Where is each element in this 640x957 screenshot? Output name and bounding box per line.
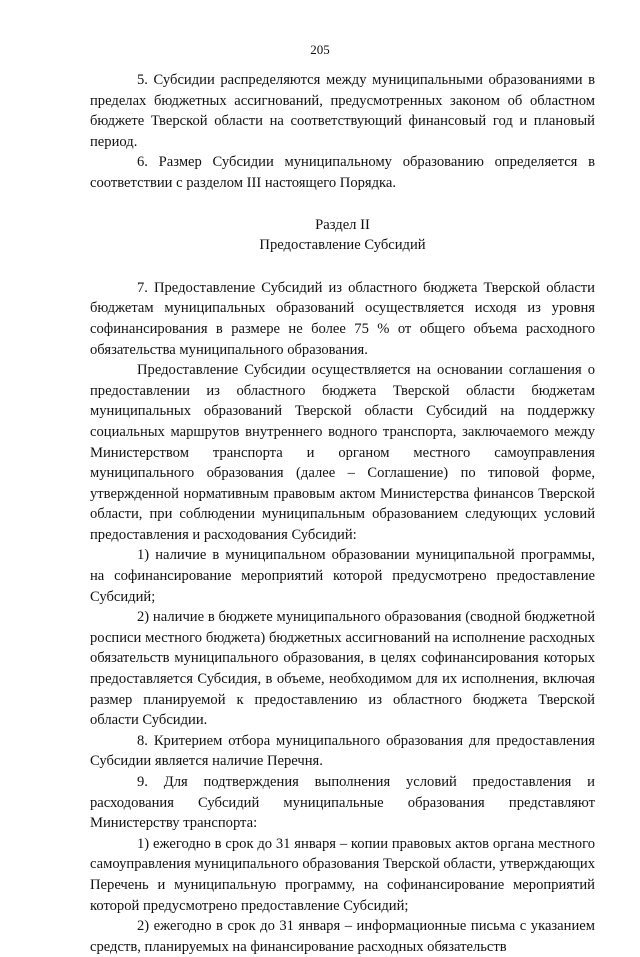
- condition-1: 1) наличие в муниципальном образовании муниципальной программы, на софинансирование мероприятий которой предусмотрено предоставление Субсидий;: [90, 547, 595, 605]
- paragraph-9: 9. Для подтверждения выполнения условий предоставления и расходования Субсидий муниципальные образования представляют Министерству транспорта:: [90, 774, 595, 832]
- submission-item-1: 1) ежегодно в срок до 31 января – копии правовых актов органа местного самоуправления муниципального образования Тверской области, утверждающих Перечень и муниципальную программу, на софинансирование мероприятий которой предусмотрено предоставление Субсидий;: [90, 835, 595, 914]
- section-heading: [90, 215, 595, 256]
- page-number: 205: [310, 42, 330, 57]
- paragraph-5: 5. Субсидии распределяются между муниципальными образованиями в пределах бюджетных ассигнований, предусмотренных законом об областном бюджете Тверской области на соответствующий финансовый год и плановый период.: [90, 72, 595, 150]
- submission-item-2: 2) ежегодно в срок до 31 января – информационные письма с указанием средств, планируемых на финансирование расходных обязательств: [90, 918, 595, 955]
- paragraph-7: 7. Предоставление Субсидий из областного бюджета Тверской области бюджетам муниципальных образований осуществляется исходя из уровня софинансирования в размере не более 75 % от общего объема расходного обязательства муниципального образования.: [90, 279, 595, 358]
- document-body: [90, 70, 595, 957]
- condition-2: 2) наличие в бюджете муниципального образования (сводной бюджетной росписи местного бюджета) бюджетных ассигнований на исполнение расходных обязательств муниципального образования, в целях софинансирования которых предоставляется Субсидия, в объеме, необходимом для их исполнения, включая размер планируемой к предоставлению из областного бюджета Тверской области Субсидии.: [90, 609, 595, 729]
- section-title: Предоставление Субсидий: [259, 237, 426, 254]
- paragraph-6: 6. Размер Субсидии муниципальному образованию определяется в соответствии с разделом III настоящего Порядка.: [90, 154, 595, 191]
- section-number: Раздел II: [315, 216, 370, 233]
- paragraph-agreement: Предоставление Субсидии осуществляется на основании соглашения о предоставлении из областного бюджета Тверской области бюджетам муниципальных образований Тверской области Субсидий на поддержку социальных маршрутов внутреннего водного транспорта, заключаемого между Министерством транспорта и органом местного самоуправления муниципального образования (далее – Соглашение) по типовой форме, утвержденной нормативным правовым актом Министерства финансов Тверской области, при соблюдении муниципальным образованием следующих условий предоставления и расходования Субсидий:: [90, 362, 595, 543]
- paragraph-8: 8. Критерием отбора муниципального образования для предоставления Субсидии является наличие Перечня.: [90, 732, 595, 770]
